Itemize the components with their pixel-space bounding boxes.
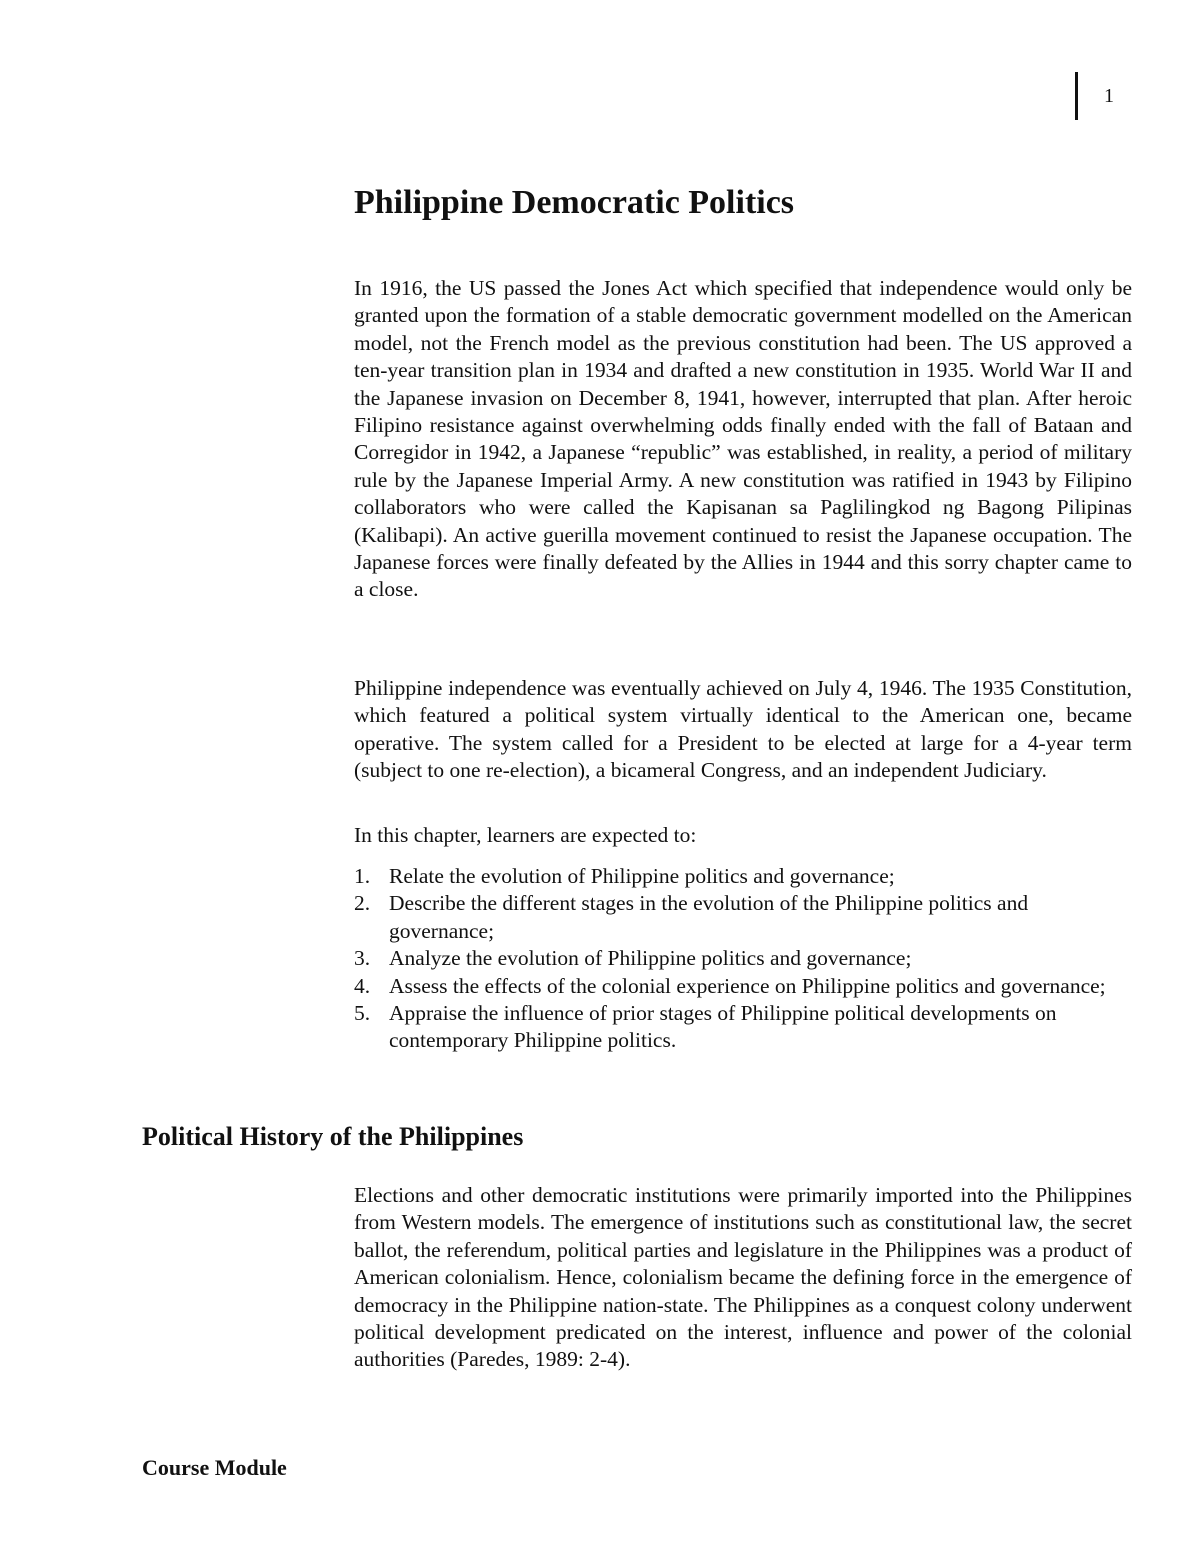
list-item-text: Describe the different stages in the evolution of the Philippine politics and governance; xyxy=(389,891,1029,943)
list-item-number: 4. xyxy=(354,973,371,998)
list-item-number: 1. xyxy=(354,864,371,888)
list-item-number: 3. xyxy=(354,946,371,971)
page-number: 1 xyxy=(1104,84,1114,107)
page-number-divider xyxy=(1075,72,1078,120)
list-item xyxy=(354,863,1132,890)
list-item xyxy=(354,890,1132,945)
list-item-text: Analyze the evolution of Philippine politics and governance; xyxy=(389,946,912,971)
list-item xyxy=(354,973,1132,1000)
page-title: Philippine Democratic Politics xyxy=(354,184,795,221)
list-item-text: Assess the effects of the colonial experience on Philippine politics and governance; xyxy=(389,973,1106,998)
objectives-list xyxy=(354,863,1132,1055)
list-item-text: Appraise the influence of prior stages of Philippine political developments on contemporary Philippine politics. xyxy=(389,1001,1057,1053)
section-paragraph: Elections and other democratic institutions were primarily imported into the Philippines from Western models. The emergence of institutions such as constitutional law, the secret ballot, the referendum, political parties and legislature in the Philippines was a product of American colonialism. Hence, colonialism became the defining force in the emergence of democracy in the Philippine nation-state. The Philippines as a conquest colony underwent political development predicated on the interest, influence and power of the colonial authorities (Paredes, 1989: 2-4). xyxy=(354,1183,1132,1372)
list-item-text: Relate the evolution of Philippine politics and governance; xyxy=(389,864,895,888)
list-item xyxy=(354,1000,1132,1055)
list-item-number: 2. xyxy=(354,891,371,916)
objectives-intro: In this chapter, learners are expected to: xyxy=(354,823,697,847)
independence-paragraph: Philippine independence was eventually achieved on July 4, 1946. The 1935 Constitution, which featured a political system virtually identical to the American one, became operative. The system called for a President to be elected at large for a 4-year term (subject to one re-election), a bicameral Congress, and an independent Judiciary. xyxy=(354,676,1132,783)
list-item-number: 5. xyxy=(354,1001,371,1026)
section-heading: Political History of the Philippines xyxy=(142,1122,524,1151)
footer-label: Course Module xyxy=(142,1455,287,1480)
intro-paragraph: In 1916, the US passed the Jones Act which specified that independence would only be granted upon the formation of a stable democratic government modelled on the American model, not the French model as the previous constitution had been. The US approved a ten-year transition plan in 1934 and drafted a new constitution in 1935. World War II and the Japanese invasion on December 8, 1941, however, interrupted that plan. After heroic Filipino resistance against overwhelming odds finally ended with the fall of Bataan and Corregidor in 1942, a Japanese “republic” was established, in reality, a period of military rule by the Japanese Imperial Army. A new constitution was ratified in 1943 by Filipino collaborators who were called the Kapisanan sa Paglilingkod ng Bagong Pilipinas (Kalibapi). An active guerilla movement continued to resist the Japanese occupation. The Japanese forces were finally defeated by the Allies in 1944 and this sorry chapter came to a close. xyxy=(354,276,1132,602)
list-item xyxy=(354,945,1132,972)
page-number-area xyxy=(1075,72,1114,120)
